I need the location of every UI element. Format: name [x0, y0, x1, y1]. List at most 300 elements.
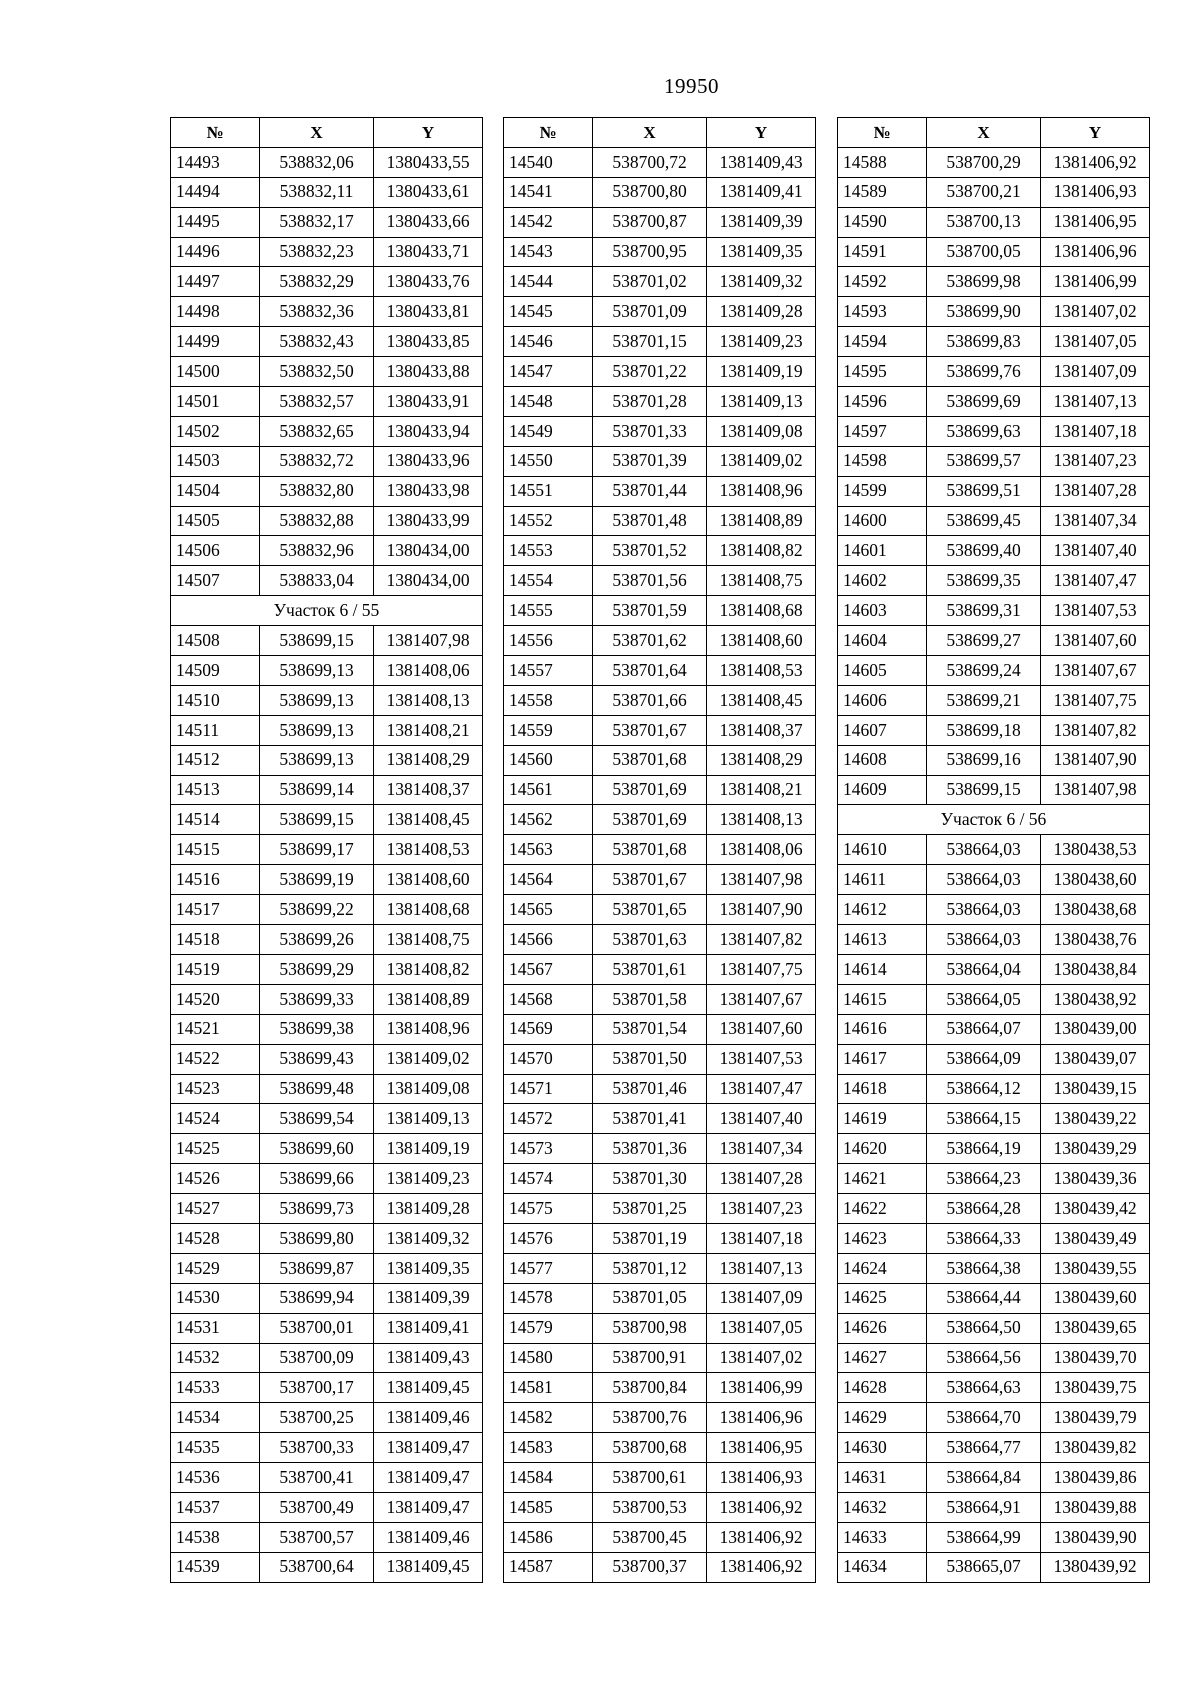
point-number-cell: 14579: [504, 1313, 593, 1343]
table-row: [838, 476, 1150, 506]
point-number-cell: 14633: [838, 1522, 927, 1552]
y-coordinate-cell: 1381407,98: [707, 865, 816, 895]
x-coordinate-cell: 538699,16: [927, 745, 1041, 775]
table-row: [171, 1253, 483, 1283]
y-coordinate-cell: 1380433,91: [374, 387, 483, 417]
x-coordinate-cell: 538699,27: [927, 626, 1041, 656]
point-number-cell: 14529: [171, 1253, 260, 1283]
x-coordinate-cell: 538701,54: [593, 1014, 707, 1044]
x-coordinate-cell: 538701,58: [593, 984, 707, 1014]
point-number-cell: 14617: [838, 1044, 927, 1074]
y-coordinate-cell: 1381408,29: [374, 745, 483, 775]
point-number-cell: 14511: [171, 715, 260, 745]
y-coordinate-cell: 1381409,43: [707, 147, 816, 177]
x-coordinate-cell: 538701,22: [593, 357, 707, 387]
coordinates-table-1: [170, 117, 483, 1583]
point-number-cell: 14537: [171, 1492, 260, 1522]
x-coordinate-cell: 538700,98: [593, 1313, 707, 1343]
point-number-cell: 14519: [171, 954, 260, 984]
x-coordinate-cell: 538832,50: [260, 357, 374, 387]
table-row: [171, 1223, 483, 1253]
y-coordinate-cell: 1380439,79: [1041, 1403, 1150, 1433]
point-number-cell: 14631: [838, 1463, 927, 1493]
table-row: [838, 984, 1150, 1014]
table-row: [838, 1104, 1150, 1134]
x-coordinate-cell: 538699,40: [927, 536, 1041, 566]
point-number-cell: 14528: [171, 1223, 260, 1253]
table-row: [171, 1164, 483, 1194]
table-row: [504, 895, 816, 925]
y-coordinate-cell: 1381408,21: [374, 715, 483, 745]
y-coordinate-cell: 1380433,94: [374, 416, 483, 446]
x-coordinate-cell: 538701,25: [593, 1194, 707, 1224]
y-coordinate-cell: 1381409,32: [374, 1223, 483, 1253]
y-coordinate-cell: 1380439,42: [1041, 1194, 1150, 1224]
x-coordinate-cell: 538664,99: [927, 1522, 1041, 1552]
y-coordinate-cell: 1380439,00: [1041, 1014, 1150, 1044]
table-row: [838, 536, 1150, 566]
table-row: [838, 1492, 1150, 1522]
coordinates-table-3: [837, 117, 1150, 1583]
table-row: [838, 1223, 1150, 1253]
y-coordinate-cell: 1381409,39: [707, 207, 816, 237]
point-number-cell: 14552: [504, 506, 593, 536]
point-number-cell: 14585: [504, 1492, 593, 1522]
point-number-cell: 14545: [504, 297, 593, 327]
x-coordinate-cell: 538832,88: [260, 506, 374, 536]
y-coordinate-cell: 1381409,45: [374, 1373, 483, 1403]
table-row: [504, 775, 816, 805]
y-coordinate-cell: 1380438,92: [1041, 984, 1150, 1014]
point-number-cell: 14567: [504, 954, 593, 984]
x-coordinate-cell: 538701,05: [593, 1283, 707, 1313]
y-coordinate-cell: 1381407,23: [1041, 446, 1150, 476]
point-number-cell: 14544: [504, 267, 593, 297]
point-number-cell: 14599: [838, 476, 927, 506]
table-row: [838, 237, 1150, 267]
point-number-cell: 14597: [838, 416, 927, 446]
x-coordinate-cell: 538664,50: [927, 1313, 1041, 1343]
point-number-cell: 14607: [838, 715, 927, 745]
y-coordinate-cell: 1381406,96: [1041, 237, 1150, 267]
y-coordinate-cell: 1381408,45: [374, 805, 483, 835]
y-coordinate-cell: 1381407,18: [707, 1223, 816, 1253]
table-row: [171, 237, 483, 267]
x-coordinate-cell: 538699,24: [927, 656, 1041, 686]
x-coordinate-cell: 538664,23: [927, 1164, 1041, 1194]
table-row: [504, 1373, 816, 1403]
table-row: [504, 1104, 816, 1134]
y-coordinate-cell: 1380433,81: [374, 297, 483, 327]
x-coordinate-cell: 538701,02: [593, 267, 707, 297]
x-coordinate-cell: 538701,63: [593, 925, 707, 955]
point-number-cell: 14569: [504, 1014, 593, 1044]
table-row: [838, 1134, 1150, 1164]
x-coordinate-cell: 538699,98: [927, 267, 1041, 297]
point-number-cell: 14589: [838, 177, 927, 207]
table-row: [838, 416, 1150, 446]
x-coordinate-cell: 538699,51: [927, 476, 1041, 506]
x-coordinate-cell: 538665,07: [927, 1552, 1041, 1582]
x-coordinate-cell: 538700,37: [593, 1552, 707, 1582]
x-coordinate-cell: 538701,33: [593, 416, 707, 446]
x-coordinate-cell: 538701,50: [593, 1044, 707, 1074]
y-coordinate-cell: 1381406,92: [707, 1522, 816, 1552]
table-row: [504, 1283, 816, 1313]
point-number-cell: 14594: [838, 327, 927, 357]
y-coordinate-cell: 1381408,89: [374, 984, 483, 1014]
point-number-cell: 14591: [838, 237, 927, 267]
x-coordinate-cell: 538699,83: [927, 327, 1041, 357]
point-number-cell: 14559: [504, 715, 593, 745]
table-row: [838, 895, 1150, 925]
x-coordinate-cell: 538832,96: [260, 536, 374, 566]
y-coordinate-cell: 1380433,99: [374, 506, 483, 536]
point-number-cell: 14596: [838, 387, 927, 417]
header-y: Y: [707, 118, 816, 148]
x-coordinate-cell: 538701,68: [593, 835, 707, 865]
table-row: [504, 626, 816, 656]
point-number-cell: 14539: [171, 1552, 260, 1582]
point-number-cell: 14522: [171, 1044, 260, 1074]
point-number-cell: 14508: [171, 626, 260, 656]
y-coordinate-cell: 1381408,89: [707, 506, 816, 536]
x-coordinate-cell: 538832,43: [260, 327, 374, 357]
y-coordinate-cell: 1381409,28: [707, 297, 816, 327]
point-number-cell: 14620: [838, 1134, 927, 1164]
header-x: X: [927, 118, 1041, 148]
x-coordinate-cell: 538664,84: [927, 1463, 1041, 1493]
table-row: [838, 1253, 1150, 1283]
point-number-cell: 14515: [171, 835, 260, 865]
table-row: [838, 626, 1150, 656]
x-coordinate-cell: 538701,30: [593, 1164, 707, 1194]
y-coordinate-cell: 1380439,29: [1041, 1134, 1150, 1164]
point-number-cell: 14554: [504, 566, 593, 596]
table-row: [171, 954, 483, 984]
y-coordinate-cell: 1380439,90: [1041, 1522, 1150, 1552]
y-coordinate-cell: 1380439,15: [1041, 1074, 1150, 1104]
x-coordinate-cell: 538832,11: [260, 177, 374, 207]
x-coordinate-cell: 538832,80: [260, 476, 374, 506]
x-coordinate-cell: 538699,76: [927, 357, 1041, 387]
table-row: [504, 387, 816, 417]
y-coordinate-cell: 1381407,98: [374, 626, 483, 656]
y-coordinate-cell: 1381409,08: [707, 416, 816, 446]
x-coordinate-cell: 538700,80: [593, 177, 707, 207]
point-number-cell: 14506: [171, 536, 260, 566]
point-number-cell: 14583: [504, 1433, 593, 1463]
x-coordinate-cell: 538700,05: [927, 237, 1041, 267]
point-number-cell: 14533: [171, 1373, 260, 1403]
section-title: Участок 6 / 56: [838, 805, 1150, 835]
point-number-cell: 14609: [838, 775, 927, 805]
y-coordinate-cell: 1381409,47: [374, 1463, 483, 1493]
x-coordinate-cell: 538700,09: [260, 1343, 374, 1373]
table-row: [504, 835, 816, 865]
x-coordinate-cell: 538664,05: [927, 984, 1041, 1014]
x-coordinate-cell: 538699,38: [260, 1014, 374, 1044]
point-number-cell: 14614: [838, 954, 927, 984]
table-row: [838, 775, 1150, 805]
table-row: [171, 476, 483, 506]
x-coordinate-cell: 538664,19: [927, 1134, 1041, 1164]
y-coordinate-cell: 1381407,34: [1041, 506, 1150, 536]
table-row: [171, 147, 483, 177]
table-row: [838, 1283, 1150, 1313]
y-coordinate-cell: 1381407,05: [707, 1313, 816, 1343]
y-coordinate-cell: 1380439,55: [1041, 1253, 1150, 1283]
x-coordinate-cell: 538699,29: [260, 954, 374, 984]
x-coordinate-cell: 538699,60: [260, 1134, 374, 1164]
table-row: [171, 745, 483, 775]
point-number-cell: 14525: [171, 1134, 260, 1164]
table-row: [504, 1253, 816, 1283]
y-coordinate-cell: 1381407,53: [1041, 596, 1150, 626]
y-coordinate-cell: 1381408,60: [707, 626, 816, 656]
point-number-cell: 14551: [504, 476, 593, 506]
table-row: [504, 267, 816, 297]
y-coordinate-cell: 1380433,98: [374, 476, 483, 506]
table-body-3: [838, 147, 1150, 1582]
y-coordinate-cell: 1381409,35: [707, 237, 816, 267]
table-row: [838, 357, 1150, 387]
x-coordinate-cell: 538701,56: [593, 566, 707, 596]
x-coordinate-cell: 538699,43: [260, 1044, 374, 1074]
x-coordinate-cell: 538700,25: [260, 1403, 374, 1433]
y-coordinate-cell: 1381409,08: [374, 1074, 483, 1104]
y-coordinate-cell: 1381408,68: [707, 596, 816, 626]
x-coordinate-cell: 538700,76: [593, 1403, 707, 1433]
y-coordinate-cell: 1381408,13: [707, 805, 816, 835]
point-number-cell: 14504: [171, 476, 260, 506]
table-row: [504, 566, 816, 596]
x-coordinate-cell: 538699,35: [927, 566, 1041, 596]
y-coordinate-cell: 1381409,02: [707, 446, 816, 476]
table-row: [838, 835, 1150, 865]
x-coordinate-cell: 538700,68: [593, 1433, 707, 1463]
y-coordinate-cell: 1381407,28: [1041, 476, 1150, 506]
y-coordinate-cell: 1381407,13: [707, 1253, 816, 1283]
y-coordinate-cell: 1381409,13: [707, 387, 816, 417]
point-number-cell: 14538: [171, 1522, 260, 1552]
x-coordinate-cell: 538700,95: [593, 237, 707, 267]
point-number-cell: 14586: [504, 1522, 593, 1552]
y-coordinate-cell: 1381409,23: [374, 1164, 483, 1194]
y-coordinate-cell: 1381408,06: [707, 835, 816, 865]
x-coordinate-cell: 538664,38: [927, 1253, 1041, 1283]
table-row: [838, 1343, 1150, 1373]
y-coordinate-cell: 1381406,93: [1041, 177, 1150, 207]
point-number-cell: 14556: [504, 626, 593, 656]
table-row: [171, 267, 483, 297]
table-row: [171, 207, 483, 237]
table-row: [838, 297, 1150, 327]
table-row: [171, 566, 483, 596]
table-row: [838, 446, 1150, 476]
x-coordinate-cell: 538699,15: [260, 805, 374, 835]
point-number-cell: 14558: [504, 685, 593, 715]
table-row: [504, 805, 816, 835]
point-number-cell: 14601: [838, 536, 927, 566]
table-row: [838, 954, 1150, 984]
point-number-cell: 14613: [838, 925, 927, 955]
point-number-cell: 14577: [504, 1253, 593, 1283]
point-number-cell: 14598: [838, 446, 927, 476]
point-number-cell: 14503: [171, 446, 260, 476]
table-row: [838, 327, 1150, 357]
y-coordinate-cell: 1380439,65: [1041, 1313, 1150, 1343]
table-row: [171, 685, 483, 715]
point-number-cell: 14496: [171, 237, 260, 267]
x-coordinate-cell: 538699,48: [260, 1074, 374, 1104]
x-coordinate-cell: 538699,66: [260, 1164, 374, 1194]
table-row: [838, 1313, 1150, 1343]
table-row: [504, 745, 816, 775]
point-number-cell: 14505: [171, 506, 260, 536]
y-coordinate-cell: 1381409,02: [374, 1044, 483, 1074]
x-coordinate-cell: 538699,33: [260, 984, 374, 1014]
point-number-cell: 14566: [504, 925, 593, 955]
y-coordinate-cell: 1381408,21: [707, 775, 816, 805]
point-number-cell: 14576: [504, 1223, 593, 1253]
x-coordinate-cell: 538700,33: [260, 1433, 374, 1463]
point-number-cell: 14540: [504, 147, 593, 177]
table-row: [504, 715, 816, 745]
point-number-cell: 14509: [171, 656, 260, 686]
point-number-cell: 14632: [838, 1492, 927, 1522]
y-coordinate-cell: 1380439,07: [1041, 1044, 1150, 1074]
x-coordinate-cell: 538699,22: [260, 895, 374, 925]
table-row: [504, 357, 816, 387]
point-number-cell: 14627: [838, 1343, 927, 1373]
table-row: [504, 1223, 816, 1253]
y-coordinate-cell: 1381409,19: [374, 1134, 483, 1164]
y-coordinate-cell: 1381407,40: [1041, 536, 1150, 566]
point-number-cell: 14502: [171, 416, 260, 446]
x-coordinate-cell: 538699,73: [260, 1194, 374, 1224]
x-coordinate-cell: 538700,01: [260, 1313, 374, 1343]
y-coordinate-cell: 1381407,75: [1041, 685, 1150, 715]
y-coordinate-cell: 1381407,09: [707, 1283, 816, 1313]
y-coordinate-cell: 1381409,41: [374, 1313, 483, 1343]
x-coordinate-cell: 538699,31: [927, 596, 1041, 626]
y-coordinate-cell: 1380438,60: [1041, 865, 1150, 895]
point-number-cell: 14571: [504, 1074, 593, 1104]
x-coordinate-cell: 538700,64: [260, 1552, 374, 1582]
x-coordinate-cell: 538701,65: [593, 895, 707, 925]
x-coordinate-cell: 538700,21: [927, 177, 1041, 207]
y-coordinate-cell: 1381407,18: [1041, 416, 1150, 446]
table-row: [838, 596, 1150, 626]
point-number-cell: 14574: [504, 1164, 593, 1194]
x-coordinate-cell: 538664,33: [927, 1223, 1041, 1253]
table-row: [171, 177, 483, 207]
y-coordinate-cell: 1381407,47: [707, 1074, 816, 1104]
table-row: [171, 1014, 483, 1044]
y-coordinate-cell: 1380439,60: [1041, 1283, 1150, 1313]
point-number-cell: 14549: [504, 416, 593, 446]
y-coordinate-cell: 1381408,68: [374, 895, 483, 925]
point-number-cell: 14524: [171, 1104, 260, 1134]
y-coordinate-cell: 1381407,67: [707, 984, 816, 1014]
y-coordinate-cell: 1381407,82: [707, 925, 816, 955]
x-coordinate-cell: 538664,12: [927, 1074, 1041, 1104]
point-number-cell: 14626: [838, 1313, 927, 1343]
page-number: 19950: [664, 74, 719, 98]
point-number-cell: 14562: [504, 805, 593, 835]
point-number-cell: 14622: [838, 1194, 927, 1224]
x-coordinate-cell: 538701,69: [593, 805, 707, 835]
table-row: [504, 1522, 816, 1552]
point-number-cell: 14553: [504, 536, 593, 566]
x-coordinate-cell: 538699,13: [260, 656, 374, 686]
point-number-cell: 14541: [504, 177, 593, 207]
point-number-cell: 14507: [171, 566, 260, 596]
point-number-cell: 14535: [171, 1433, 260, 1463]
table-row: [838, 1433, 1150, 1463]
table-row: [171, 416, 483, 446]
table-row: [504, 1552, 816, 1582]
x-coordinate-cell: 538700,72: [593, 147, 707, 177]
table-row: [171, 387, 483, 417]
x-coordinate-cell: 538664,03: [927, 925, 1041, 955]
y-coordinate-cell: 1381407,67: [1041, 656, 1150, 686]
table-row: [838, 1074, 1150, 1104]
y-coordinate-cell: 1381409,41: [707, 177, 816, 207]
x-coordinate-cell: 538700,91: [593, 1343, 707, 1373]
table-row: [504, 1492, 816, 1522]
point-number-cell: 14513: [171, 775, 260, 805]
y-coordinate-cell: 1380439,92: [1041, 1552, 1150, 1582]
y-coordinate-cell: 1381407,34: [707, 1134, 816, 1164]
y-coordinate-cell: 1381407,82: [1041, 715, 1150, 745]
table-row: [171, 1552, 483, 1582]
y-coordinate-cell: 1381406,99: [707, 1373, 816, 1403]
table-row: [504, 685, 816, 715]
y-coordinate-cell: 1381406,96: [707, 1403, 816, 1433]
table-row: [171, 1074, 483, 1104]
point-number-cell: 14532: [171, 1343, 260, 1373]
x-coordinate-cell: 538699,54: [260, 1104, 374, 1134]
point-number-cell: 14578: [504, 1283, 593, 1313]
y-coordinate-cell: 1381408,06: [374, 656, 483, 686]
point-number-cell: 14588: [838, 147, 927, 177]
point-number-cell: 14550: [504, 446, 593, 476]
y-coordinate-cell: 1381406,95: [707, 1433, 816, 1463]
header-number: №: [171, 118, 260, 148]
table-row: [171, 1522, 483, 1552]
x-coordinate-cell: 538664,56: [927, 1343, 1041, 1373]
y-coordinate-cell: 1380439,70: [1041, 1343, 1150, 1373]
point-number-cell: 14625: [838, 1283, 927, 1313]
point-number-cell: 14516: [171, 865, 260, 895]
table-row: [171, 715, 483, 745]
table-row: [171, 775, 483, 805]
x-coordinate-cell: 538664,77: [927, 1433, 1041, 1463]
point-number-cell: 14623: [838, 1223, 927, 1253]
table-row: [171, 626, 483, 656]
y-coordinate-cell: 1381407,60: [707, 1014, 816, 1044]
x-coordinate-cell: 538699,18: [927, 715, 1041, 745]
table-row: [838, 1194, 1150, 1224]
table-row: [504, 416, 816, 446]
table-row: [171, 865, 483, 895]
point-number-cell: 14612: [838, 895, 927, 925]
y-coordinate-cell: 1381406,92: [1041, 147, 1150, 177]
y-coordinate-cell: 1381407,75: [707, 954, 816, 984]
table-header-row: [171, 118, 483, 148]
